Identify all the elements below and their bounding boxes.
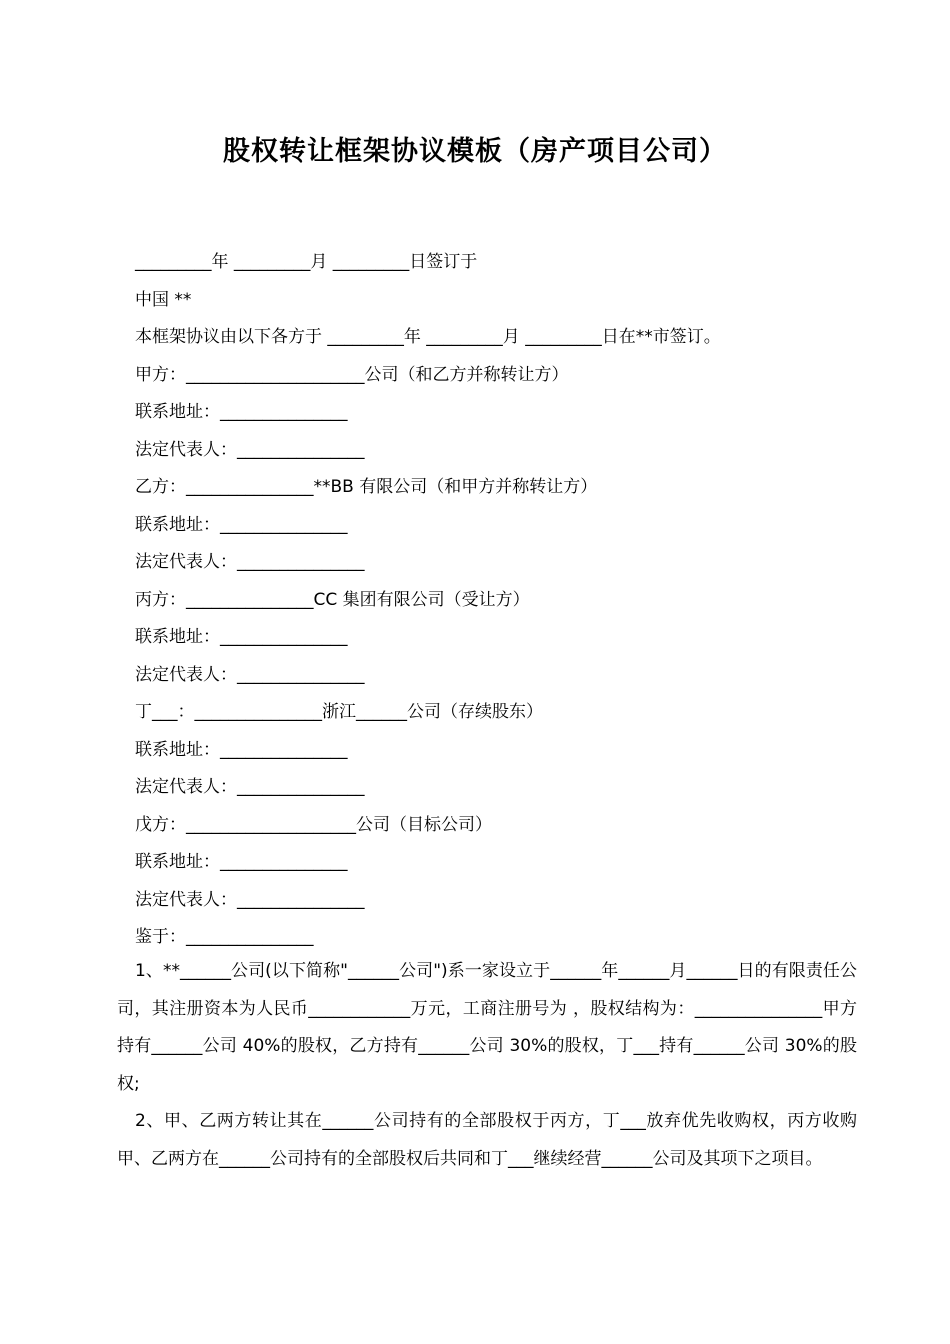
party-info-block — [135, 244, 855, 957]
party-d-representative-line: 法定代表人：_______________ — [135, 777, 365, 797]
recital-paragraph-1: 1、**______公司(以下简称"______公司")系一家设立于______年______月______日的有限责任公司，其注册资本为人民币____________万元，工商注册号为 ，股权结构为：_______________甲方持有______公司 40%的股权，乙方持有______公司 30%的股权，丁___持有______公司 30%的股权; — [117, 961, 857, 1094]
document-title: 股权转让框架协议模板（房产项目公司） — [223, 136, 727, 167]
party-b-representative-line: 法定代表人：_______________ — [135, 552, 365, 572]
party-c-address-line: 联系地址：_______________ — [135, 627, 348, 647]
party-d-address-line: 联系地址：_______________ — [135, 739, 348, 760]
party-e-representative-line: 法定代表人：_______________ — [135, 889, 365, 910]
party-b-address-line: 联系地址：_______________ — [135, 514, 348, 535]
whereas-line: 鉴于：_______________ — [135, 927, 314, 947]
party-e-address-line: 联系地址：_______________ — [135, 852, 348, 872]
party-c-line: 丙方：_______________CC 集团有限公司（受让方） — [135, 589, 530, 610]
party-d-line: 丁___：_______________浙江______公司（存续股东） — [135, 702, 543, 722]
signing-date-line: _________年 _________月 _________日签订于 — [135, 252, 478, 272]
recital-paragraph-2: 2、甲、乙两方转让其在______公司持有的全部股权于丙方，丁___放弃优先收购权，丙方收购甲、乙两方在______公司持有的全部股权后共同和丁___继续经营______公司及其项下之项目。 — [117, 1111, 857, 1169]
party-a-line: 甲方：_____________________公司（和乙方并称转让方） — [135, 364, 569, 385]
party-a-representative-line: 法定代表人：_______________ — [135, 439, 365, 460]
party-a-address-line: 联系地址：_______________ — [135, 402, 348, 422]
party-c-representative-line: 法定代表人：_______________ — [135, 664, 365, 685]
party-e-line: 戊方：____________________公司（目标公司） — [135, 814, 492, 835]
party-b-line: 乙方：_______________**BB 有限公司（和甲方并称转让方） — [135, 477, 598, 497]
signing-place-line: 中国 ** — [135, 289, 192, 310]
agreement-intro-line: 本框架协议由以下各方于 _________年 _________月 _________日在**市签订。 — [135, 327, 721, 347]
